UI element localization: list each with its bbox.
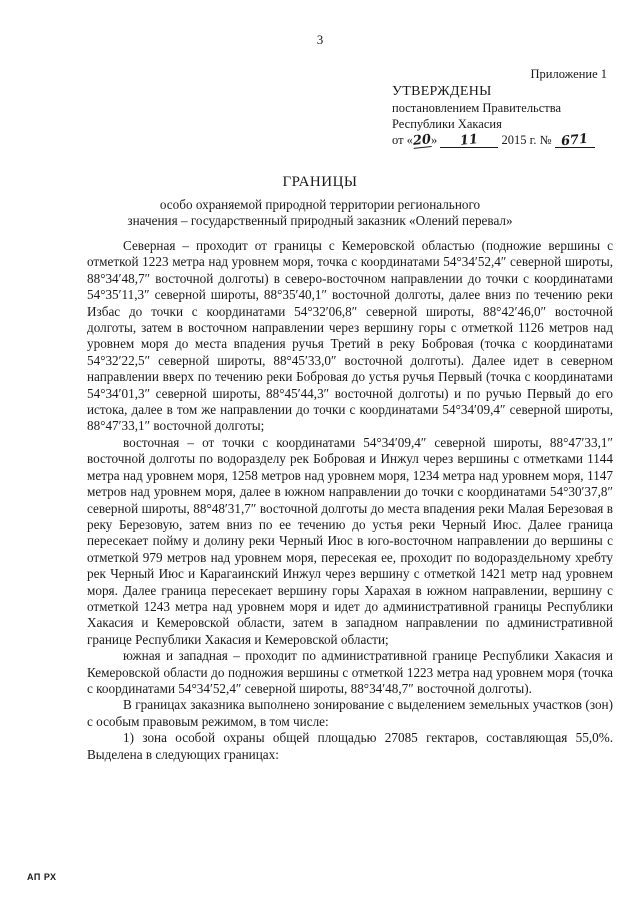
paragraph-south-west-boundary: южная и западная – проходит по административной границе Республики Хакасия и Кемеровской области до подножия вершины с отметкой 1223 метра над уровнем моря (точка с координатами 54°34′52,4″ северной широты, 88°34′48,7″ восточной долготы).	[87, 648, 613, 696]
page-number: 3	[316, 32, 324, 47]
handwritten-month-field	[440, 134, 498, 148]
handwritten-day: 20	[412, 132, 432, 149]
approval-line-1: постановлением Правительства	[392, 101, 562, 115]
date-mid: »	[431, 133, 438, 147]
annex-label: Приложение 1	[530, 67, 607, 81]
paragraph-special-protection-zone: 1) зона особой охраны общей площадью 27085 гектаров, составляющая 55,0%. Выделена в следующих границах:	[87, 730, 613, 762]
handwritten-number-field	[555, 131, 595, 150]
approval-date-line	[392, 132, 607, 148]
document-title: ГРАНИЦЫ	[282, 174, 358, 190]
paragraph-east-boundary: восточная – от точки с координатами 54°34′09,4″ северной широты, 88°47′33,1″ восточной долготы по водоразделу рек Бобровая и Инжул через вершины с отметками 1144 метра над уровнем моря, 1258 метров над уровнем моря, 1234 метра над уровнем моря, 1147 метров над уровнем моря, далее в южном направлении до точки с координатами 54°30′37,8″ северной широты, 88°48′31,7″ восточной долготы до места впадения реки Малая Березовая в реку Березовую, затем вниз по ее течению до устья реки Черный Июс. Далее граница пересекает пойму и долину реки Черный Июс в юго-восточном направлении до вершины с отметкой 979 метров над уровнем моря, пересекая ее, проходит по водораздельному хребту рек Черный Июс и Карагаинский Инжул через вершину с отметкой 1421 метр над уровнем моря. Далее граница пересекает вершину горы Харахая в южном направлении, вершину с отметкой 1243 метра над уровнем моря и идет до административной границы Республики Хакасия и Кемеровской области, затем в западном направлении по административной границе Республики Хакасия и Кемеровской области;	[87, 434, 613, 647]
document-subtitle-line-2: значения – государственный природный заказник «Олений перевал»	[127, 213, 513, 228]
footer-mark: АП РХ	[27, 872, 57, 882]
approved-heading: УТВЕРЖДЕНЫ	[392, 84, 492, 99]
handwritten-month: 11	[459, 132, 480, 149]
document-subtitle-line-1: особо охраняемой природной территории регионального	[159, 197, 481, 212]
paragraph-north-boundary: Северная – проходит от границы с Кемеровской областью (подножие вершины с отметкой 1223 метра над уровнем моря, точка с координатами 54°34′52,4″ северной широты, 88°34′48,7″ восточной долготы) в северо-восточном направлении до точки с координатами 54°35′11,3″ северной широты, 88°35′40,1″ восточной долготы, далее вниз по течению реки Избас до точки с координатами 54°32′06,8″ северной широты, 88°42′46,0″ восточной долготы, затем в восточном направлении через вершину горы с отметкой 1126 метров над уровнем моря до места впадения ручья Третий в реку Бобровая (точка с координатами 54°32′22,5″ северной широты, 88°45′33,0″ восточной долготы). Далее идет в северном направлении вверх по течению реки Бобровая до устья ручья Первый (точка с координатами 54°34′01,3″ северной широты, 88°45′44,3″ восточной долготы) и по ручью Первый до его истока, далее в том же направлении до точки с координатами 54°34′09,4″ северной широты, 88°47′33,1″ восточной долготы;	[87, 238, 613, 434]
document-body	[87, 238, 613, 763]
approval-stamp	[392, 66, 607, 148]
date-suffix: 2015 г. №	[501, 133, 552, 147]
approval-line-2: Республики Хакасия	[392, 117, 502, 131]
handwritten-number: 671	[560, 131, 589, 150]
paragraph-zoning: В границах заказника выполнено зонирование с выделением земельных участков (зон) с особым правовым режимом, в том числе:	[87, 697, 613, 729]
date-prefix: от «	[392, 133, 413, 147]
document-heading	[0, 174, 640, 229]
